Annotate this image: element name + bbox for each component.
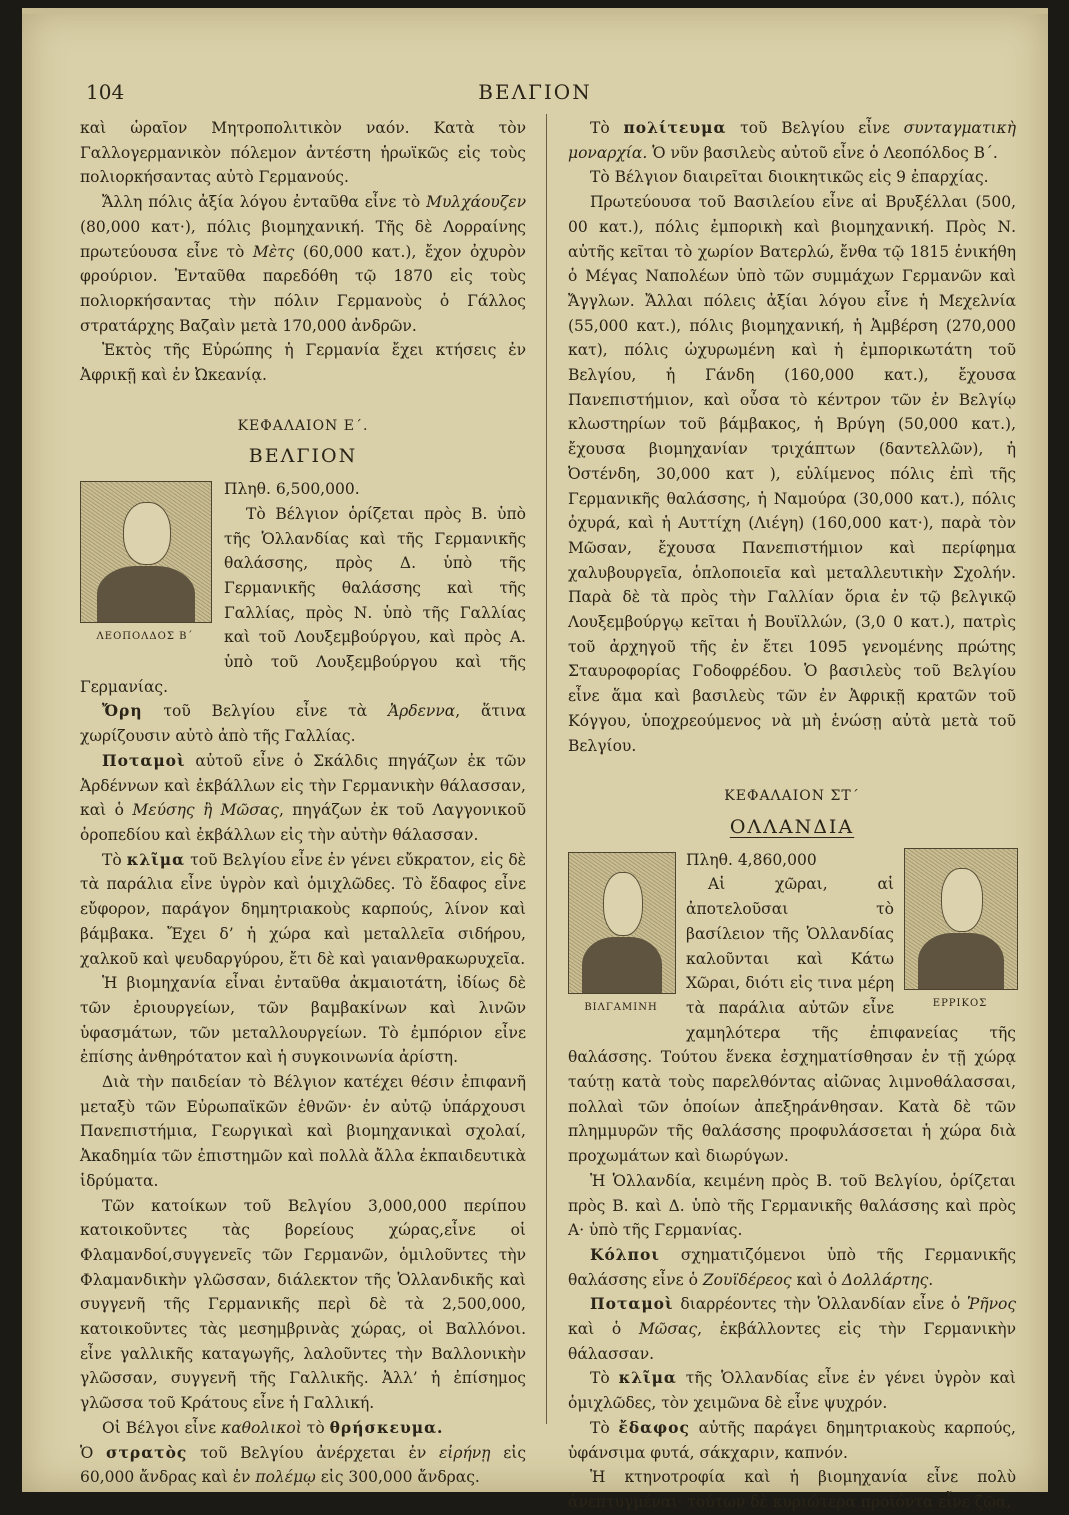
portrait-leopold bbox=[80, 481, 210, 650]
paragraph: Ἡ Ὁλλανδία, κειμένη πρὸς Β. τοῦ Βελγίου, ὁρίζεται πρὸς Β. καὶ Δ. ὑπὸ τῆς Γερμανικῆς θαλάσσης καὶ πρὸς Α· ὑπὸ τῆς Γερμανίας. bbox=[568, 1171, 1016, 1240]
paragraph: Ὄρη τοῦ Βελγίου εἶνε τὰ Ἀρδεννα, ἅτινα χωρίζουσιν αὐτὸ ἀπὸ τῆς Γαλλίας. bbox=[80, 701, 526, 746]
paragraph: Ἡ βιομηχανία εἶναι ἐνταῦθα ἀκμαιοτάτη, ἰδίως δὲ τῶν ἐριουργείων, τῶν βαμβακίνων καὶ λινῶν ὑφασμάτων, τῶν μεταλλουργείων. Τὸ ἐμπόριον εἶνε ἐπίσης ἀνθηρότατον καὶ ἡ συγκοινωνία ἀρίστη. bbox=[80, 974, 526, 1067]
section-title: ΟΛΛΑΝΔΙΑ bbox=[729, 815, 855, 838]
portrait-image bbox=[80, 481, 212, 623]
portrait-wilhelmina bbox=[568, 852, 674, 1021]
paragraph: Ἡ κτηνοτροφία καὶ ἡ βιομηχανία εἶνε πολὺ ἀνεπτυγμέναι· τούτων δὲ κυριώτερα προϊόντα εἶνε ζῷα, bbox=[568, 1468, 1016, 1511]
portrait-caption: ΛΕΟΠΟΛΔΟΣ Β΄ bbox=[96, 631, 194, 643]
paragraph: Ἄλλη πόλις ἀξία λόγου ἐνταῦθα εἶνε τὸ Μυλχάουζεν (80,000 κατ·), πόλις βιομηχανική. Τῆς δὲ Λορραίνης πρωτεύουσα εἶνε τὸ Μὲτς (60,000 κατ.), ἔχον ὀχυρὸν φρούριον. Ἐνταῦθα παρεδόθη τῷ 1870 εἰς τοὺς πολιορκήσαντας τὴν πόλιν Γερμανοὺς ὁ Γάλλος στρατάρχης Βαζαὶν μετὰ 170,000 ἀνδρῶν. bbox=[80, 193, 526, 335]
paragraph: Ὁ στρατὸς τοῦ Βελγίου ἀνέρχεται ἐν εἰρήνῃ εἰς 60,000 ἄνδρας καὶ ἐν πολέμῳ εἰς 300,000 ἄνδρας. bbox=[80, 1442, 526, 1487]
paragraph: Τὸ Βέλγιον διαιρεῖται διοικητικῶς εἰς 9 ἐπαρχίας. bbox=[590, 168, 989, 187]
paragraph: Τῶν κατοίκων τοῦ Βελγίου 3,000,000 περίπου κατοικοῦντες τὰς βορείους χώρας,εἶνε οἱ Φλαμανδοί,συγγενεῖς τῶν Γερμανῶν, ὁμιλοῦντες τὴν Φλαμανδικὴν γλῶσσαν, διάλεκτον τῆς Ὁλλανδικῆς καὶ συγγενῆ τῆς Γερμανικῆς περὶ δὲ τὰ 2,500,000, κατοικοῦντες τὰς μεσημβρινὰς χώρας, οἱ Βαλλόνοι. εἶνε γαλλικῆς καταγωγῆς, λαλοῦντες τὴν Βαλλονικὴν γλῶσσαν, συγγενῆ τῆς Γαλλικῆς. Ἀλλ’ ἡ ἐπίσημος γλῶσσα τοῦ Κράτους εἶνε ἡ Γαλλική. bbox=[80, 1196, 526, 1413]
paragraph: Τὸ κλῖμα τῆς Ὁλλανδίας εἶνε ἐν γένει ὑγρὸν καὶ ὁμιχλῶδες, τὸν χειμῶνα δὲ εἶνε ψυχρόν. bbox=[568, 1368, 1016, 1413]
paragraph: Διὰ τὴν παιδείαν τὸ Βέλγιον κατέχει θέσιν ἐπιφανῆ μεταξὺ τῶν Εὐρωπαϊκῶν ἐθνῶν· ἐν αὐτῷ ὑπάρχουσι Πανεπιστήμια, Γεωργικαὶ καὶ βιομηχανικαὶ σχολαί, Ἀκαδημία τῶν ἐπιστημῶν καὶ πολλὰ ἄλλα ἐκπαιδευτικὰ ἱδρύματα. bbox=[80, 1073, 526, 1190]
paragraph: καὶ ὡραῖον Μητροπολιτικὸν ναόν. Κατὰ τὸν Γαλλογερμανικὸν πόλεμον ἀντέστη ἡρωϊκῶς εἰς τοὺς πολιορκήσαντας αὐτὸ Γερμανούς. bbox=[80, 119, 526, 187]
paragraph: Κόλποι σχηματιζόμενοι ὑπὸ τῆς Γερμανικῆς θαλάσσης εἶνε ὁ Ζουϊδέρεος καὶ ὁ Δολλάρτης. bbox=[568, 1244, 1016, 1289]
portrait-image bbox=[904, 848, 1018, 990]
page-top-edge bbox=[22, 8, 1048, 14]
paragraph: Οἱ Βέλγοι εἶνε καθολικοὶ τὸ θρήσκευμα. bbox=[102, 1417, 444, 1437]
page-number: 104 bbox=[86, 80, 125, 104]
column-divider bbox=[546, 114, 547, 1424]
paragraph: Τὸ ἔδαφος αὐτῆς παράγει δημητριακοὺς καρπούς, ὑφάνσιμα φυτά, σάκχαριν, καπνόν. bbox=[568, 1417, 1016, 1462]
page-header bbox=[22, 80, 1048, 110]
portrait-caption: ΕΡΡΙΚΟΣ bbox=[932, 997, 988, 1009]
portrait-henry bbox=[904, 848, 1016, 1017]
paragraph: Ποταμοὶ διαρρέοντες τὴν Ὁλλανδίαν εἶνε ὁ Ῥῆνος καὶ ὁ Μῶσας, ἐκβάλλοντες εἰς τὴν Γερμανικὴν θάλασσαν. bbox=[568, 1294, 1016, 1363]
paragraph: Ποταμοὶ αὐτοῦ εἶνε ὁ Σκάλδις πηγάζων ἐκ τῶν Ἀρδέννων καὶ ἐκβάλλων εἰς τὴν Γερμανικὴν θάλασσαν, καὶ ὁ Μεύσης ἢ Μῶσας, πηγάζων ἐκ τοῦ Λαγγονικοῦ ὁροπεδίου καὶ ἐκβάλλων εἰς τὴν αὐτὴν θάλασσαν. bbox=[80, 750, 526, 844]
population-line: Πληθ. 4,860,000 bbox=[686, 850, 817, 869]
paragraph: Τὸ πολίτευμα τοῦ Βελγίου εἶνε συνταγματικὴ μοναρχία. Ὁ νῦν βασιλεὺς αὐτοῦ εἶνε ὁ Λεοπόλδος Β΄. bbox=[568, 118, 1016, 162]
paragraph: Ἐκτὸς τῆς Εὐρώπης ἡ Γερμανία ἔχει κτήσεις ἐν Ἀφρικῇ καὶ ἐν Ὠκεανίᾳ. bbox=[80, 341, 526, 385]
paragraph: Πρωτεύουσα τοῦ Βασιλείου εἶνε αἱ Βρυξέλλαι (500, 00 κατ.), πόλις ἐμπορικὴ καὶ βιομηχανική. Πρὸς Ν. αὐτῆς κεῖται τὸ χωρίον Βατερλώ, ἔνθα τῷ 1815 ἐνικήθη ὁ Μέγας Ναπολέων ὑπὸ τῶν συμμάχων Γερμανῶν καὶ Ἄγγλων. Ἄλλαι πόλεις ἀξίαι λόγου εἶνε ἡ Μεχελνία (55,000 κατ.), πόλις βιομηχανική, ἡ Ἀμβέρση (270,000 κατ), πόλις ὠχυρωμένη καὶ ἡ ἐμπορικωτάτη τοῦ Βελγίου, ἡ Γάνδη (160,000 κατ.), ἔχουσα Πανεπιστήμιον, καὶ οὖσα τὸ κέντρον τῶν ἐν Βελγίῳ κλωστηρίων τοῦ βάμβακος, ἡ Βρύγη (50,000 κατ.), ἔχουσα βιομηχανίαν τριχάπτων (δαντελλῶν), ἡ Ὀστένδη, 30,000 κατ ), εὐλίμενος πόλις ἐπὶ τῆς Γερμανικῆς θαλάσσης, ἡ Ναμούρα (30,000 κατ.), πόλις ὀχυρά, καὶ ἡ Αυττίχη (Λιέγη) (160,000 κατ·), παρὰ τὸν Μῶσαν, ἔχουσα Πανεπιστήμιον καὶ περίφημα χαλυβουργεῖα, ὁπλοποιεῖα καὶ μεταλλευτικὴν Σχολήν. Παρὰ δὲ τὰ πρὸς τὴν Γαλλίαν ὅρια ἐν τῷ βελγικῷ Λουξεμβούργῳ κεῖται ἡ Βουϊλλών, (3,0 0 κατ.), πατρὶς τοῦ ἀρχηγοῦ τῆς ἐν ἔτει 1095 γενομένης πρώτης Σταυροφορίας Γοδοφρέδου. Ὁ βασιλεὺς τοῦ Βελγίου εἶνε ἅμα καὶ βασιλεὺς τῶν ἐν Ἀφρικῇ κρατῶν τοῦ Κόγγου, ὑποχρεούμενος νὰ μὴ ἑνώσῃ αὐτὰ μετὰ τοῦ Βελγίου. bbox=[568, 193, 1016, 755]
portrait-image bbox=[568, 852, 676, 994]
left-column bbox=[80, 116, 526, 1490]
portrait-caption: ΒΙΛΓΑΜΙΝΗ bbox=[584, 1001, 658, 1013]
paragraph: Τὸ κλῖμα τοῦ Βελγίου εἶνε ἐν γένει εὔκρατον, εἰς δὲ τὰ παράλια εἶνε ὑγρὸν καὶ ὁμιχλῶδες. Τὸ ἔδαφος εἶνε εὔφορον, παράγον δημητριακοὺς καρπούς, λίνον καὶ βάμβακα. Ἔχει δ’ ἡ χώρα καὶ μεταλλεῖα σιδήρου, χαλκοῦ καὶ ψευδαργύρου, ἔτι δὲ καὶ γαιανθρακωρυχεῖα. bbox=[80, 849, 526, 968]
book-page bbox=[22, 8, 1048, 1511]
population-line: Πληθ. 6,500,000. bbox=[224, 480, 360, 499]
paragraph: Αἱ χῶραι, αἱ ἀποτελοῦσαι τὸ βασίλειον τῆς Ὁλλανδίας καλοῦνται καὶ Κάτω Χῶραι, διότι εἰς τινα μέρη τὰ παράλια αὐτῶν εἶνε χαμηλότερα τῆς ἐπιφανείας τῆς θαλάσσης. Τούτου ἕνεκα ἐσχηματίσθησαν ἐν τῇ χώρᾳ ταύτῃ κατὰ τοὺς παρελθόντας αἰῶνας λιμνοθάλασσαι, πολλαὶ τῶν ὁποίων ἀπεξηράνθησαν. Κατὰ δὲ τῶν πλημμυρῶν τῆς θαλάσσης προφυλάσσεται ἡ χώρα διὰ προχωμάτων καὶ διωρύγων. bbox=[568, 875, 1016, 1166]
chapter-heading: ΚΕΦΑΛΑΙΟΝ ΣΤ΄ bbox=[724, 788, 860, 805]
right-column bbox=[568, 116, 1016, 1515]
section-title: ΒΕΛΓΙΟΝ bbox=[248, 445, 358, 468]
running-title: ΒΕΛΓΙΟΝ bbox=[478, 80, 592, 104]
paragraph: Τὸ Βέλγιον ὁρίζεται πρὸς Β. ὑπὸ τῆς Ὁλλανδίας καὶ τῆς Γερμανικῆς θαλάσσης, πρὸς Δ. ὑπὸ τῆς Γερμανικῆς θαλάσσης καὶ τῆς Γαλλίας, πρὸς Ν. ὑπὸ τῆς Γαλλίας καὶ τοῦ Λουξεμβούργου, καὶ πρὸς Α. ὑπὸ τοῦ Λουξεμβούργου καὶ τῆς Γερμανίας. bbox=[80, 504, 526, 696]
chapter-heading: ΚΕΦΑΛΑΙΟΝ Ε΄. bbox=[237, 417, 369, 434]
